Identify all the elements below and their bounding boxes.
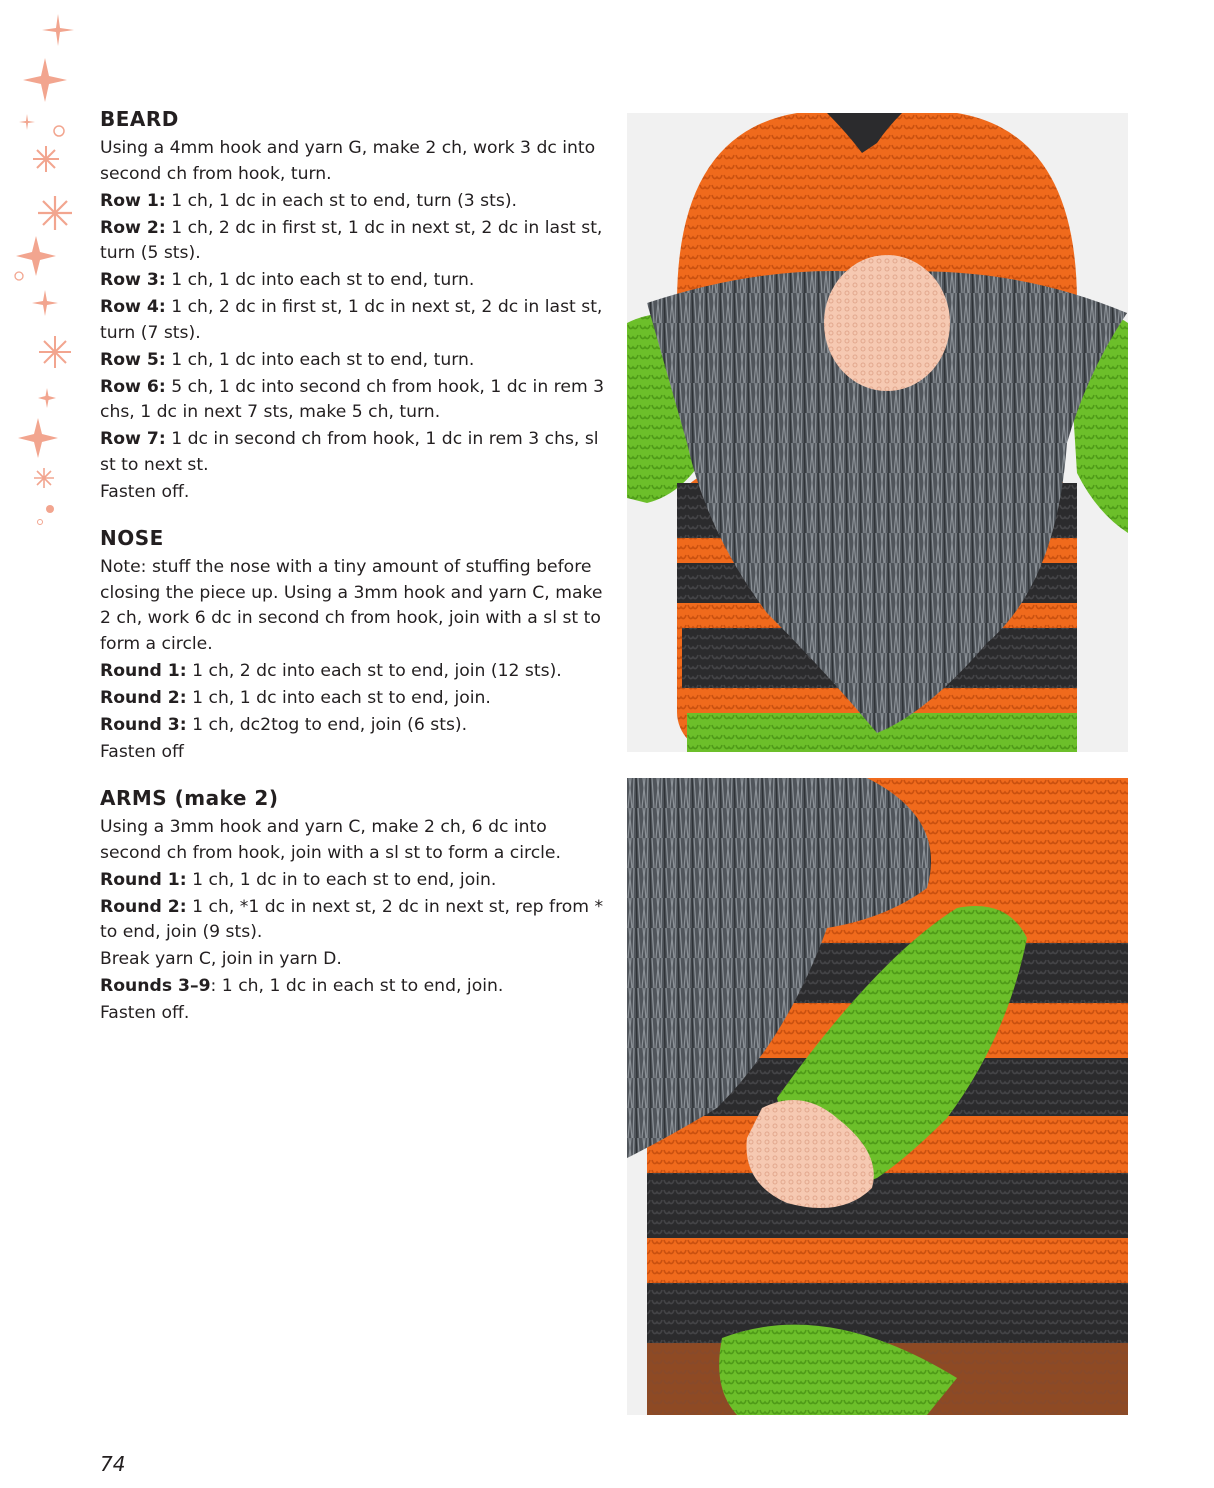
section-heading: BEARD [100, 107, 179, 131]
pattern-line: Row 5: 1 ch, 1 dc into each st to end, turn. [100, 349, 475, 370]
pattern-line: Row 2: 1 ch, 2 dc in first st, 1 dc in next st, 2 dc in last st, turn (5 sts). [100, 217, 603, 263]
pattern-line: Note: stuff the nose with a tiny amount of stuffing before closing the piece up. Using a 3mm hook and yarn C, make 2 ch, work 6 dc in second ch from hook, join with a sl st to form a circle. [100, 557, 603, 654]
pattern-line: Using a 4mm hook and yarn G, make 2 ch, work 3 dc into second ch from hook, turn. [100, 138, 596, 184]
pattern-line: Row 1: 1 ch, 1 dc in each st to end, turn (3 sts). [100, 190, 518, 211]
pattern-line: Row 6: 5 ch, 1 dc into second ch from hook, 1 dc in rem 3 chs, 1 dc in next 7 sts, make 5 ch, turn. [100, 376, 605, 422]
sparkle-icon [38, 388, 56, 408]
asterisk-icon [38, 196, 72, 230]
dot-icon [15, 272, 23, 280]
photo-gnome-arm [627, 778, 1128, 1415]
pattern-line: Fasten off. [100, 1003, 190, 1023]
decorative-stars [0, 0, 90, 540]
pattern-line: Round 1: 1 ch, 2 dc into each st to end, join (12 sts). [100, 660, 562, 681]
pattern-line: Fasten off [100, 741, 184, 762]
pattern-line: Round 3: 1 ch, dc2tog to end, join (6 sts). [100, 714, 468, 735]
section-beard [100, 106, 605, 505]
pattern-line: Using a 3mm hook and yarn C, make 2 ch, 6 dc into second ch from hook, join with a sl st to form a circle. [100, 817, 561, 863]
pattern-line: Row 7: 1 dc in second ch from hook, 1 dc in rem 3 chs, sl st to next st. [100, 429, 599, 475]
asterisk-icon [34, 468, 54, 488]
asterisk-icon [33, 146, 59, 172]
sparkle-icon [32, 290, 58, 316]
sparkle-icon [42, 14, 74, 46]
section-nose [100, 525, 605, 765]
section-heading: ARMS (make 2) [100, 786, 279, 810]
pattern-text-column [100, 106, 605, 1047]
pattern-line: Round 2: 1 ch, 1 dc into each st to end, join. [100, 687, 491, 708]
sparkle-icon [16, 236, 56, 276]
section-arms [100, 785, 605, 1027]
dot-icon [38, 520, 43, 525]
page-number: 74 [100, 1452, 126, 1476]
sparkle-icon [23, 58, 67, 102]
dot-icon [54, 126, 64, 136]
section-heading: NOSE [100, 526, 164, 550]
sparkle-icon [18, 418, 58, 458]
asterisk-icon [39, 336, 71, 368]
sparkle-icon [19, 114, 35, 130]
pattern-line: Round 2: 1 ch, *1 dc in next st, 2 dc in next st, rep from * to end, join (9 sts). [100, 896, 604, 942]
pattern-line: Row 4: 1 ch, 2 dc in first st, 1 dc in next st, 2 dc in last st, turn (7 sts). [100, 297, 603, 343]
dot-icon [46, 505, 54, 513]
pattern-line: Row 3: 1 ch, 1 dc into each st to end, turn. [100, 270, 475, 290]
pattern-line: Break yarn C, join in yarn D. [100, 949, 342, 969]
photo-gnome-beard [627, 113, 1128, 752]
pattern-line: Fasten off. [100, 481, 190, 502]
pattern-line: Round 1: 1 ch, 1 dc in to each st to end, join. [100, 869, 497, 890]
pattern-line: Rounds 3–9: 1 ch, 1 dc in each st to end, join. [100, 976, 504, 996]
